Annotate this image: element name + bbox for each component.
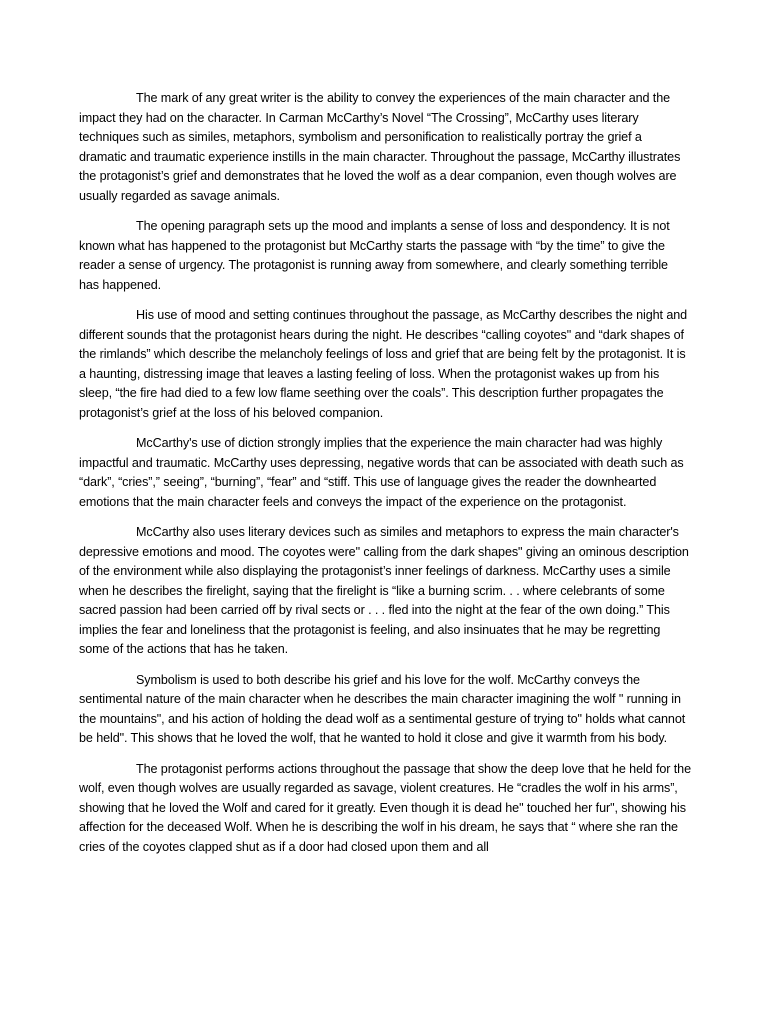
paragraph-6: Symbolism is used to both describe his grief and his love for the wolf. McCarthy conveys the sentimental nature of the main character when he describes the main character imagining the wolf " running in the mountains", and his action of holding the dead wolf as a sentimental gesture of trying to" holds what cannot be held". This shows that he loved the wolf, that he wanted to hold it close and give it warmth from his body. bbox=[79, 672, 686, 745]
paragraph-5: McCarthy also uses literary devices such as similes and metaphors to express the main character's depressive emotions and mood. The coyotes were" calling from the dark shapes" giving an ominous description of the environment while also displaying the protagonist’s inner feelings of darkness. McCarthy uses a simile when he describes the firelight, saying that the firelight is “like a burning scrim. . . where celebrants of some sacred passion had been carried off by rival sects or . . . fled into the night at the fear of the own doing.” This implies the fear and loneliness that the protagonist is feeling, and also insinuates that he may be regretting some of the actions that has he taken. bbox=[79, 525, 689, 656]
paragraph-3: His use of mood and setting continues throughout the passage, as McCarthy describes the night and different sounds that the protagonist hears during the night. He describes “calling coyotes" and “dark shapes of the rimlands” which describe the melancholy feelings of loss and grief that are being felt by the protagonist. It is a haunting, distressing image that leaves a lasting feeling of loss. When the protagonist wakes up from his sleep, “the fire had died to a few low flame seething over the coals”. This description further propagates the protagonist’s grief at the loss of his beloved companion. bbox=[79, 308, 688, 420]
paragraph-4: McCarthy's use of diction strongly implies that the experience the main character had was highly impactful and traumatic. McCarthy uses depressing, negative words that can be associated with death such as “dark”, “cries”,” seeing”, “burning”, “fear” and “stiff. This use of language gives the reader the downhearted emotions that the main character feels and conveys the impact of the experience on the protagonist. bbox=[79, 436, 684, 509]
paragraph-1: The mark of any great writer is the ability to convey the experiences of the main character and the impact they had on the character. In Carman McCarthy’s Novel “The Crossing”, McCarthy uses literary techniques such as similes, metaphors, symbolism and personification to realistically portray the grief a dramatic and traumatic experience instills in the main character. Throughout the passage, McCarthy illustrates the protagonist’s grief and demonstrates that he loved the wolf as a dear companion, even though wolves are usually regarded as savage animals. bbox=[79, 91, 681, 203]
paragraph-2: The opening paragraph sets up the mood and implants a sense of loss and despondency. It is not known what has happened to the protagonist but McCarthy starts the passage with “by the time” to give the reader a sense of urgency. The protagonist is running away from somewhere, and clearly something terrible has happened. bbox=[79, 219, 670, 292]
paragraph-7: The protagonist performs actions throughout the passage that show the deep love that he held for the wolf, even though wolves are usually regarded as savage, violent creatures. He “cradles the wolf in his arms”, showing that he loved the Wolf and cared for it greatly. Even though it is dead he" touched her fur", showing his affection for the deceased Wolf. When he is describing the wolf in his dream, he says that “ where she ran the cries of the coyotes clapped shut as if a door had closed upon them and all bbox=[79, 761, 691, 854]
document-page bbox=[79, 89, 691, 868]
